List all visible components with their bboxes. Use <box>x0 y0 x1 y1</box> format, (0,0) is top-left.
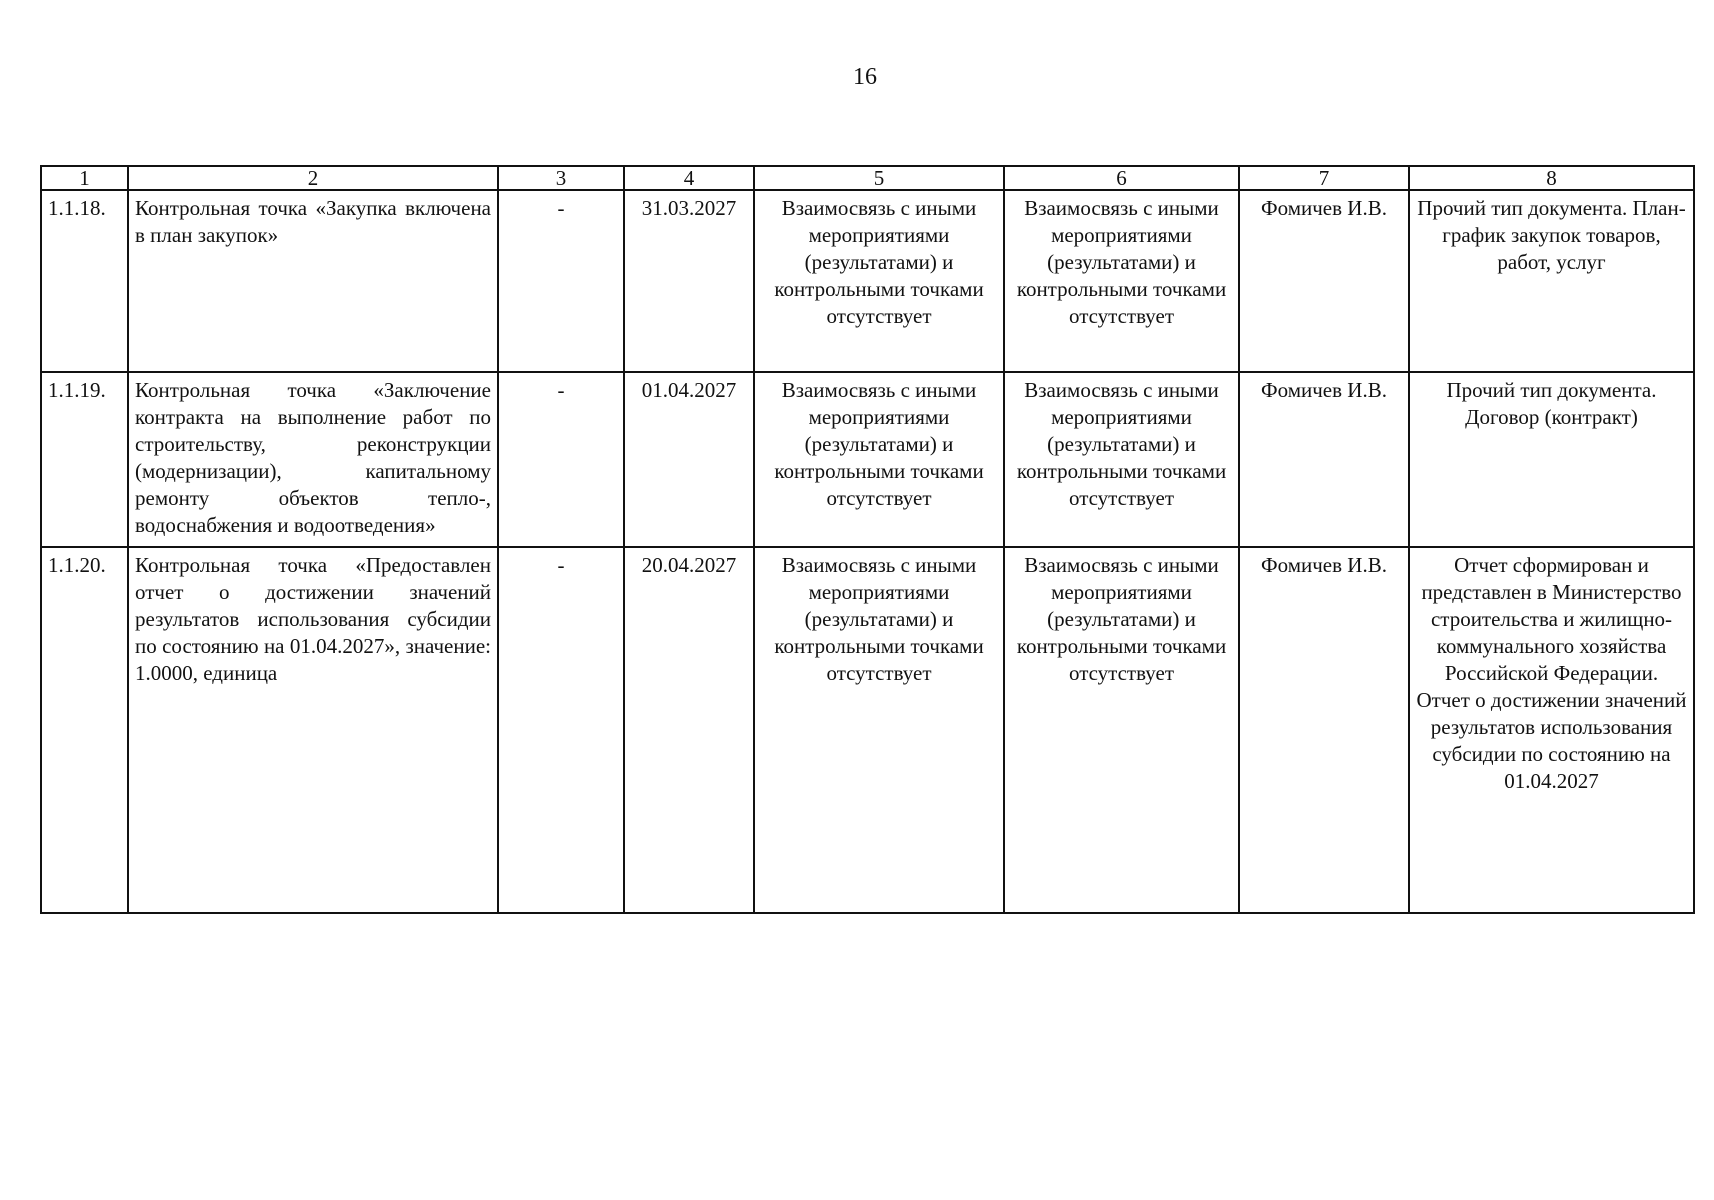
column-3-value: - <box>498 190 624 372</box>
responsible-person: Фомичев И.В. <box>1239 372 1409 547</box>
column-header-3: 3 <box>498 166 624 190</box>
row-number: 1.1.18. <box>41 190 128 372</box>
document-type: Прочий тип документа. Договор (контракт) <box>1409 372 1694 547</box>
relation-cell-6: Взаимосвязь с иными мероприятиями (результатами) и контрольными точками отсутствует <box>1004 190 1239 372</box>
column-header-1: 1 <box>41 166 128 190</box>
column-3-value: - <box>498 547 624 913</box>
deadline-date: 20.04.2027 <box>624 547 754 913</box>
row-number: 1.1.19. <box>41 372 128 547</box>
column-3-value: - <box>498 372 624 547</box>
column-header-7: 7 <box>1239 166 1409 190</box>
row-number: 1.1.20. <box>41 547 128 913</box>
table-row <box>41 190 1694 372</box>
responsible-person: Фомичев И.В. <box>1239 547 1409 913</box>
table-row <box>41 547 1694 913</box>
column-header-2: 2 <box>128 166 498 190</box>
deadline-date: 01.04.2027 <box>624 372 754 547</box>
responsible-person: Фомичев И.В. <box>1239 190 1409 372</box>
document-type: Отчет сформирован и представлен в Министерство строительства и жилищно-коммунального хозяйства Российской Федерации. Отчет о достижении значений результатов использования субсидии по состоянию на 01.04.2027 <box>1409 547 1694 913</box>
relation-cell-5: Взаимосвязь с иными мероприятиями (результатами) и контрольными точками отсутствует <box>754 547 1004 913</box>
relation-cell-6: Взаимосвязь с иными мероприятиями (результатами) и контрольными точками отсутствует <box>1004 547 1239 913</box>
relation-cell-5: Взаимосвязь с иными мероприятиями (результатами) и контрольными точками отсутствует <box>754 190 1004 372</box>
header-row <box>41 166 1694 190</box>
column-header-4: 4 <box>624 166 754 190</box>
column-header-8: 8 <box>1409 166 1694 190</box>
control-point-name: Контрольная точка «Закупка включена в план закупок» <box>128 190 498 372</box>
page-number: 16 <box>853 64 877 90</box>
document-type: Прочий тип документа. План-график закупок товаров, работ, услуг <box>1409 190 1694 372</box>
column-header-5: 5 <box>754 166 1004 190</box>
deadline-date: 31.03.2027 <box>624 190 754 372</box>
control-point-name: Контрольная точка «Заключение контракта на выполнение работ по строительству, реконструкции (модернизации), капитальному ремонту объектов тепло-, водоснабжения и водоотведения» <box>128 372 498 547</box>
control-point-name: Контрольная точка «Предоставлен отчет о достижении значений результатов использования субсидии по состоянию на 01.04.2027», значение: 1.0000, единица <box>128 547 498 913</box>
relation-cell-6: Взаимосвязь с иными мероприятиями (результатами) и контрольными точками отсутствует <box>1004 372 1239 547</box>
table-row <box>41 372 1694 547</box>
relation-cell-5: Взаимосвязь с иными мероприятиями (результатами) и контрольными точками отсутствует <box>754 372 1004 547</box>
column-header-6: 6 <box>1004 166 1239 190</box>
control-points-table <box>40 165 1695 914</box>
